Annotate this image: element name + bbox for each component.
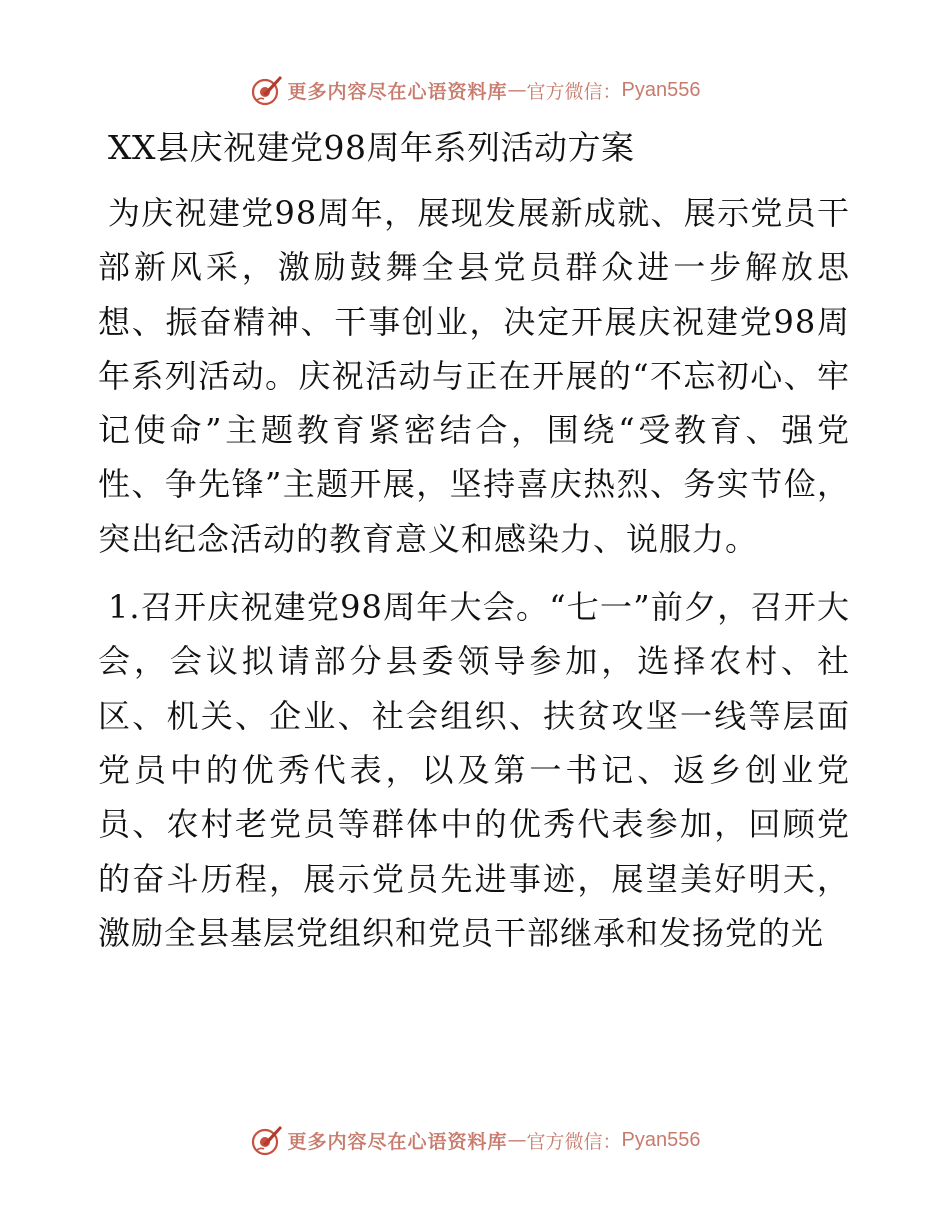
watermark-separator: — <box>507 79 527 101</box>
watermark-wechat-id: Pyan556 <box>621 1128 701 1151</box>
item-1-paragraph: 1.召开庆祝建党98周年大会。“七一”前夕，召开大会，会议拟请部分县委领导参加，选择农村、社区、机关、企业、社会组织、扶贫攻坚一线等层面党员中的优秀代表，以及第一书记、返乡创业党员、农村老党员等群体中的优秀代表参加，回顾党的奋斗历程，展示党员先进事迹，展望美好明天，激励全县基层党组织和党员干部继承和发扬党的光 <box>98 588 850 952</box>
watermark-wechat-label: 官方微信： <box>526 80 622 103</box>
watermark-wechat-id: Pyan556 <box>621 78 701 101</box>
brush-pen-logo-icon <box>250 73 284 107</box>
watermark-wechat-label: 官方微信： <box>526 1130 622 1153</box>
brush-pen-logo-icon <box>250 1123 284 1157</box>
watermark-text: 更多内容尽在心语资料库 <box>287 80 508 103</box>
document-body <box>98 122 850 974</box>
intro-paragraph: 为庆祝建党98周年，展现发展新成就、展示党员干部新风采，激励鼓舞全县党员群众进一步解放思想、振奋精神、干事创业，决定开展庆祝建党98周年系列活动。庆祝活动与正在开展的“不忘初心、牢记使命”主题教育紧密结合，围绕“受教育、强党性、争先锋”主题开展，坚持喜庆热烈、务实节俭，突出纪念活动的教育意义和感染力、说服力。 <box>98 194 850 558</box>
watermark-separator: — <box>507 1129 527 1151</box>
footer-watermark-banner <box>0 1118 950 1162</box>
watermark-text: 更多内容尽在心语资料库 <box>287 1130 508 1153</box>
header-watermark-banner <box>0 68 950 112</box>
document-title: XX县庆祝建党98周年系列活动方案 <box>108 128 635 167</box>
